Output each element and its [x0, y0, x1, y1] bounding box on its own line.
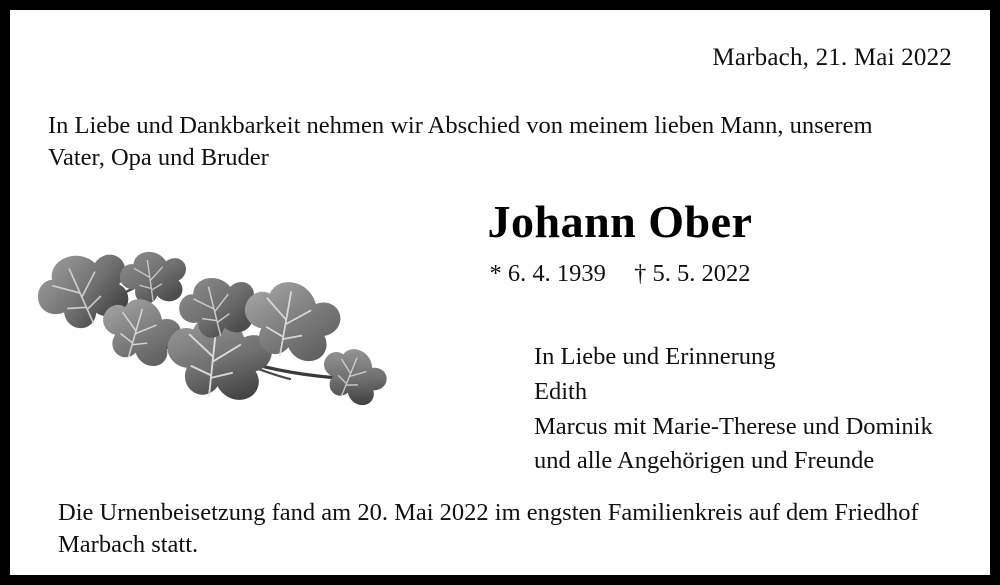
intro-line-1: In Liebe und Dankbarkeit nehmen wir Abschied von meinem lieben Mann, unserem	[48, 112, 873, 139]
family-block	[534, 340, 974, 479]
family-line-4: und alle Angehörigen und Freunde	[534, 447, 875, 475]
deceased-name: Johann Ober	[487, 196, 753, 247]
closing-line-1: Die Urnenbeisetzung fand am 20. Mai 2022 im engsten Familienkreis auf dem Friedhof	[58, 499, 919, 526]
intro-text	[48, 110, 958, 175]
birth-date: * 6. 4. 1939	[489, 260, 606, 287]
closing-text	[58, 497, 958, 562]
obituary-notice	[10, 10, 990, 575]
family-line-3: Marcus mit Marie-Therese und Dominik	[534, 412, 933, 440]
place-and-date: Marbach, 21. Mai 2022	[712, 44, 952, 71]
closing-line-2: Marbach statt.	[58, 531, 199, 559]
life-dates	[410, 260, 830, 288]
family-line-1: In Liebe und Erinnerung	[534, 343, 776, 370]
ivy-branch-icon	[38, 245, 398, 410]
family-line-2: Edith	[534, 377, 588, 405]
death-date: † 5. 5. 2022	[634, 260, 751, 287]
intro-line-2: Vater, Opa und Bruder	[48, 144, 269, 172]
